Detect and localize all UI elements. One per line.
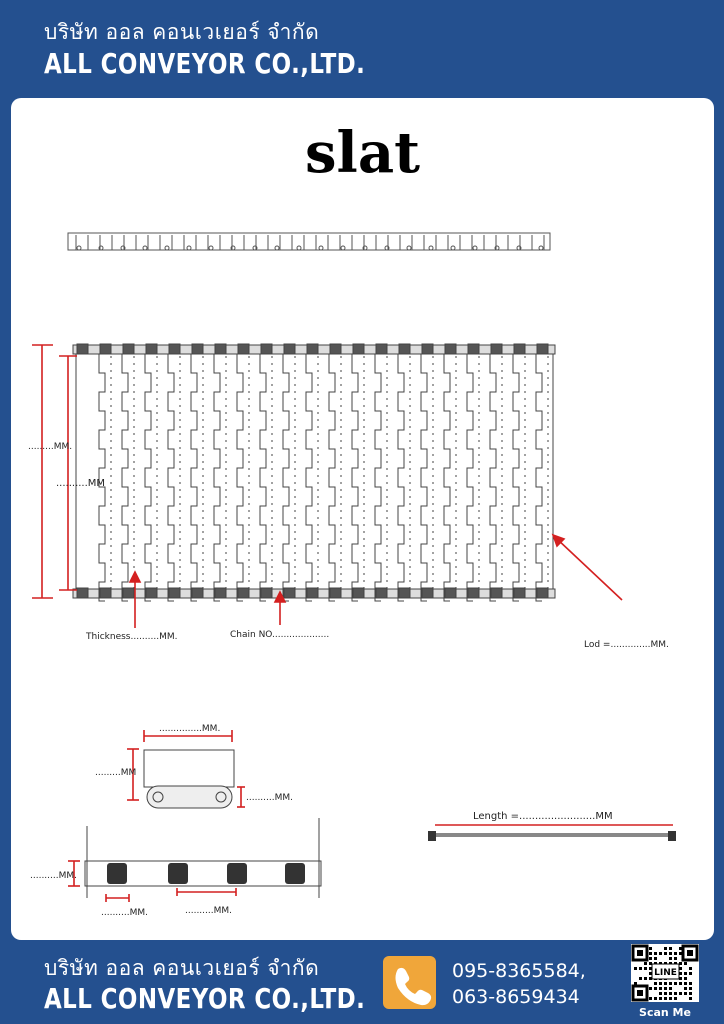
- qr-module: [649, 952, 652, 955]
- qr-module: [684, 977, 687, 980]
- strip-link: [187, 246, 191, 250]
- phone-number-2[interactable]: 063-8659434: [452, 986, 580, 1008]
- qr-module: [654, 957, 657, 960]
- chain-link: [537, 344, 548, 354]
- chain-roller: [107, 863, 127, 884]
- qr-module: [664, 997, 667, 1000]
- drawing-sheet: [11, 98, 714, 940]
- qr-module: [639, 967, 642, 970]
- chain-link: [284, 588, 295, 598]
- chain-link: [215, 588, 226, 598]
- qr-module: [679, 992, 682, 995]
- qr-module: [644, 967, 647, 970]
- qr-module: [664, 987, 667, 990]
- qr-module: [649, 957, 652, 960]
- chain-link: [215, 344, 226, 354]
- chain-link: [445, 588, 456, 598]
- dimension-lines: [32, 345, 622, 628]
- qr-module: [669, 992, 672, 995]
- qr-code-icon[interactable]: [631, 944, 699, 1002]
- slat-line: [260, 354, 266, 601]
- chain-link: [468, 588, 479, 598]
- qr-module: [654, 987, 657, 990]
- qr-module: [664, 982, 667, 985]
- phone-number-1[interactable]: 095-8365584,: [452, 960, 586, 982]
- chain-link: [514, 588, 525, 598]
- qr-badge-label: LINE: [654, 968, 677, 978]
- chain-link: [353, 588, 364, 598]
- qr-module: [689, 982, 692, 985]
- slat-line: [375, 354, 381, 601]
- chain-link: [77, 588, 88, 598]
- slat-line: [536, 354, 542, 601]
- slat-line: [490, 354, 496, 601]
- chain-link: [399, 588, 410, 598]
- detail-roller-label: ..........MM.: [246, 793, 293, 803]
- qr-module: [669, 947, 672, 950]
- header-company-english: ALL CONVEYOR CO.,LTD.: [44, 47, 366, 80]
- qr-module: [679, 982, 682, 985]
- qr-module: [654, 997, 657, 1000]
- slat-line: [145, 354, 151, 601]
- chain-link: [422, 588, 433, 598]
- chain-link: [261, 588, 272, 598]
- chain-link: [491, 588, 502, 598]
- qr-module: [669, 997, 672, 1000]
- qr-module: [674, 982, 677, 985]
- qr-module: [659, 952, 662, 955]
- slat-line: [214, 354, 220, 601]
- strip-link: [297, 246, 301, 250]
- qr-module: [669, 957, 672, 960]
- chain-link: [192, 588, 203, 598]
- strip-link: [451, 246, 455, 250]
- slat-line: [306, 354, 312, 601]
- slat-line: [421, 354, 427, 601]
- chain-link: [537, 588, 548, 598]
- qr-module: [649, 987, 652, 990]
- footer-company-english: ALL CONVEYOR CO.,LTD.: [44, 982, 366, 1015]
- pitch-a-label: ..........MM.: [101, 908, 148, 918]
- slat-line: [283, 354, 289, 601]
- qr-module: [644, 962, 647, 965]
- chain-side-view: [85, 818, 321, 898]
- qr-module: [679, 952, 682, 955]
- chain-link: [468, 344, 479, 354]
- qr-module: [674, 952, 677, 955]
- slat-plan-view: [73, 344, 555, 601]
- qr-module: [654, 982, 657, 985]
- height-outer-label: .........MM.: [28, 442, 73, 452]
- qr-module: [644, 977, 647, 980]
- slat-line: [398, 354, 404, 601]
- lod-label: Lod =..............MM.: [584, 640, 669, 650]
- chain-link: [261, 344, 272, 354]
- length-label: Length =........................MM: [473, 811, 613, 822]
- strip-link: [539, 246, 543, 250]
- slat-line: [329, 354, 335, 601]
- chain-rollers: [107, 863, 305, 884]
- chain-link: [491, 344, 502, 354]
- chain-link: [330, 344, 341, 354]
- qr-module: [659, 987, 662, 990]
- chain-link: [123, 344, 134, 354]
- strip-link: [77, 246, 81, 250]
- chain-link: [514, 344, 525, 354]
- qr-module: [634, 967, 637, 970]
- chain-link: [330, 588, 341, 598]
- scan-me-label: Scan Me: [639, 1006, 691, 1019]
- strip-link: [473, 246, 477, 250]
- qr-module: [689, 967, 692, 970]
- chain-link: [146, 344, 157, 354]
- qr-module: [659, 992, 662, 995]
- strip-link: [429, 246, 433, 250]
- slat-line: [191, 354, 197, 601]
- chain-link: [399, 344, 410, 354]
- strip-link: [407, 246, 411, 250]
- slat-line: [237, 354, 243, 601]
- qr-module: [684, 962, 687, 965]
- qr-module: [684, 972, 687, 975]
- qr-module: [689, 987, 692, 990]
- qr-module: [684, 982, 687, 985]
- qr-module: [674, 997, 677, 1000]
- chain-roller: [168, 863, 188, 884]
- qr-module: [679, 947, 682, 950]
- qr-module: [669, 987, 672, 990]
- rod-view: [428, 825, 676, 841]
- chain-no-label: Chain NO....................: [230, 630, 330, 640]
- strip-link: [209, 246, 213, 250]
- qr-module: [669, 982, 672, 985]
- sheet-title: slat: [305, 120, 420, 186]
- qr-module: [664, 947, 667, 950]
- qr-module: [649, 947, 652, 950]
- qr-module: [654, 952, 657, 955]
- chain-roller: [227, 863, 247, 884]
- chain-link: [445, 344, 456, 354]
- qr-module: [664, 992, 667, 995]
- chain-link: [146, 588, 157, 598]
- slat-line: [513, 354, 519, 601]
- slat-line: [168, 354, 174, 601]
- chain-link: [284, 344, 295, 354]
- chain-link: [192, 344, 203, 354]
- chain-dimension-lines: [68, 861, 236, 902]
- qr-module: [684, 992, 687, 995]
- chain-link: [77, 344, 88, 354]
- qr-module: [649, 997, 652, 1000]
- detail-width-label: ...............MM.: [159, 724, 221, 734]
- chain-roller: [285, 863, 305, 884]
- strip-link: [143, 246, 147, 250]
- slat-detail-view: [144, 750, 234, 808]
- slat-line: [122, 354, 128, 601]
- strip-link: [165, 246, 169, 250]
- slat-line: [467, 354, 473, 601]
- strip-link: [341, 246, 345, 250]
- chain-link: [100, 344, 111, 354]
- footer-company-thai: บริษัท ออล คอนเวเยอร์ จำกัด: [44, 956, 320, 980]
- pitch-b-label: ..........MM.: [185, 906, 232, 916]
- chain-link: [307, 344, 318, 354]
- chain-link: [238, 588, 249, 598]
- qr-module: [664, 952, 667, 955]
- chain-link: [169, 344, 180, 354]
- strip-link: [319, 246, 323, 250]
- qr-module: [669, 952, 672, 955]
- chain-link: [422, 344, 433, 354]
- phone-icon[interactable]: [383, 956, 436, 1009]
- qr-module: [674, 992, 677, 995]
- slat-line: [444, 354, 450, 601]
- chain-link: [169, 588, 180, 598]
- thickness-label: Thickness..........MM.: [86, 632, 178, 642]
- slat-line: [352, 354, 358, 601]
- chain-link: [100, 588, 111, 598]
- chain-link: [307, 588, 318, 598]
- qr-module: [639, 977, 642, 980]
- strip-link: [275, 246, 279, 250]
- side-view-strip: [68, 233, 550, 250]
- chain-link: [376, 344, 387, 354]
- chain-link: [238, 344, 249, 354]
- qr-module: [674, 957, 677, 960]
- qr-module: [659, 982, 662, 985]
- qr-module: [634, 982, 637, 985]
- side-height-label: ..........MM.: [30, 871, 77, 881]
- chain-link: [123, 588, 134, 598]
- qr-module: [689, 972, 692, 975]
- height-inner-label: ..........MM: [56, 478, 106, 489]
- header-company-thai: บริษัท ออล คอนเวเยอร์ จำกัด: [44, 20, 320, 44]
- qr-module: [689, 992, 692, 995]
- chain-link: [353, 344, 364, 354]
- chain-link: [376, 588, 387, 598]
- qr-module: [684, 987, 687, 990]
- qr-module: [689, 997, 692, 1000]
- qr-module: [659, 997, 662, 1000]
- detail-height-label: .........MM: [95, 768, 137, 778]
